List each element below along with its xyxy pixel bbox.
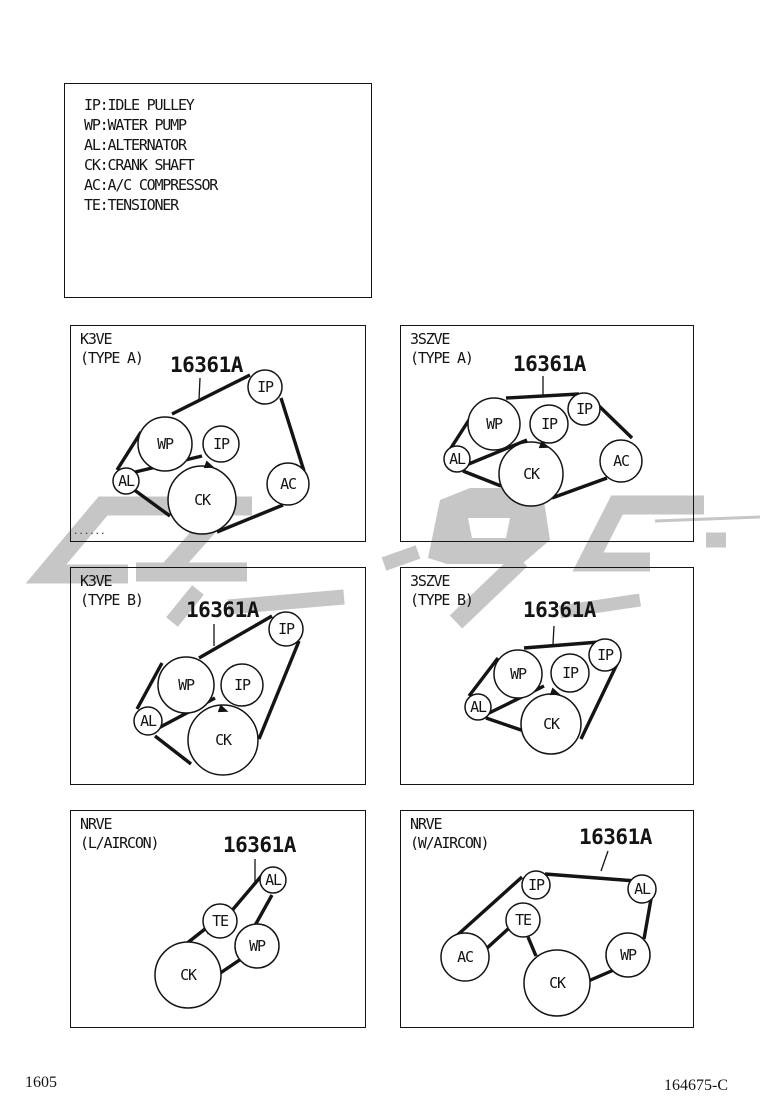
pulley-label: CK <box>180 966 196 984</box>
legend-item: IP:IDLE PULLEY <box>84 96 194 114</box>
pulley-label: TE <box>515 911 531 929</box>
pulley-label: CK <box>549 974 565 992</box>
pulley-label: TE <box>212 912 228 930</box>
belt-line <box>133 489 170 516</box>
part-number-label: 16361A <box>223 833 296 857</box>
pulley-label: IP <box>597 646 613 664</box>
belt-line <box>259 641 299 739</box>
engine-variant: (L/AIRCON) <box>80 834 159 852</box>
pulley-label: WP <box>620 946 636 964</box>
engine-variant: (TYPE B) <box>80 591 143 609</box>
engine-code: K3VE <box>80 330 112 348</box>
engine-code: 3SZVE <box>410 572 450 590</box>
belt-line <box>117 432 141 470</box>
pulley-label: AC <box>280 475 296 493</box>
pulley-label: IP <box>541 415 557 433</box>
engine-variant: (TYPE A) <box>410 349 473 367</box>
pulley-label: IP <box>213 435 229 453</box>
belt-line <box>528 937 536 956</box>
engine-code: K3VE <box>80 572 112 590</box>
diagram-box-nrve-l-aircon <box>70 810 366 1028</box>
engine-title <box>80 572 143 610</box>
engine-title <box>410 572 473 610</box>
pulley-label: CK <box>215 731 231 749</box>
part-number-label: 16361A <box>186 598 259 622</box>
belt-line <box>155 736 191 764</box>
belt-line <box>486 718 524 731</box>
pulley-label: WP <box>486 415 502 433</box>
legend-item: AC:A/C COMPRESSOR <box>84 176 218 194</box>
pulley-label: WP <box>178 676 194 694</box>
engine-variant: (W/AIRCON) <box>410 834 489 852</box>
engine-variant: (TYPE B) <box>410 591 473 609</box>
engine-code: NRVE <box>80 815 112 833</box>
pulley-label: AL <box>118 472 134 490</box>
legend-item: WP:WATER PUMP <box>84 116 186 134</box>
pulley-label: AC <box>457 948 473 966</box>
part-number-label: 16361A <box>523 598 596 622</box>
pulley-label: WP <box>157 435 173 453</box>
pulley-label: IP <box>234 676 250 694</box>
pulley-label: IP <box>278 620 294 638</box>
page-number: 1605 <box>25 1074 57 1091</box>
belt-line <box>172 375 250 414</box>
pulley-label: CK <box>543 715 559 733</box>
engine-title <box>80 815 158 853</box>
belt-line <box>486 929 508 949</box>
pulley-label: AL <box>140 712 156 730</box>
part-leader-line <box>553 626 554 644</box>
print-artifact-dots: ...... <box>73 527 106 537</box>
legend-item: AL:ALTERNATOR <box>84 136 186 154</box>
pulley-label: AL <box>449 450 465 468</box>
diagram-box-3szve-type-a <box>400 325 694 542</box>
pulley-label: CK <box>523 465 539 483</box>
engine-title <box>410 330 473 368</box>
pulley-label: IP <box>562 664 578 682</box>
engine-variant: (TYPE A) <box>80 349 143 367</box>
engine-code: NRVE <box>410 815 442 833</box>
part-number-label: 16361A <box>579 825 652 849</box>
part-number-label: 16361A <box>513 352 586 376</box>
engine-title <box>410 815 488 853</box>
pulley-label: IP <box>528 876 544 894</box>
pulley-label: AL <box>634 880 650 898</box>
belt-line <box>597 404 632 438</box>
diagram-box-k3ve-type-a <box>70 325 366 542</box>
belt-line <box>463 471 501 486</box>
pulley-label: AL <box>265 871 281 889</box>
part-number-label: 16361A <box>170 353 243 377</box>
figure-code: 164675-C <box>664 1077 728 1094</box>
diagram-box-3szve-type-b <box>400 567 694 785</box>
legend-item: CK:CRANK SHAFT <box>84 156 194 174</box>
pulley-label: AL <box>470 698 486 716</box>
pulley-label: WP <box>249 937 265 955</box>
belt-line <box>281 398 304 471</box>
legend-item: TE:TENSIONER <box>84 196 178 214</box>
belt-line <box>229 874 263 914</box>
pulley-label: WP <box>510 665 526 683</box>
engine-code: 3SZVE <box>410 330 450 348</box>
belt-line <box>545 874 636 881</box>
belt-line <box>644 899 651 939</box>
engine-title <box>80 330 143 368</box>
belt-line <box>199 616 272 658</box>
legend-box <box>64 83 372 298</box>
pulley-label: AC <box>613 452 629 470</box>
part-leader-line <box>199 378 200 400</box>
part-leader-line <box>601 851 608 871</box>
pulley-label: IP <box>576 400 592 418</box>
diagram-box-nrve-w-aircon <box>400 810 694 1028</box>
diagram-box-k3ve-type-b <box>70 567 366 785</box>
pulley-label: CK <box>194 491 210 509</box>
pulley-label: IP <box>257 378 273 396</box>
